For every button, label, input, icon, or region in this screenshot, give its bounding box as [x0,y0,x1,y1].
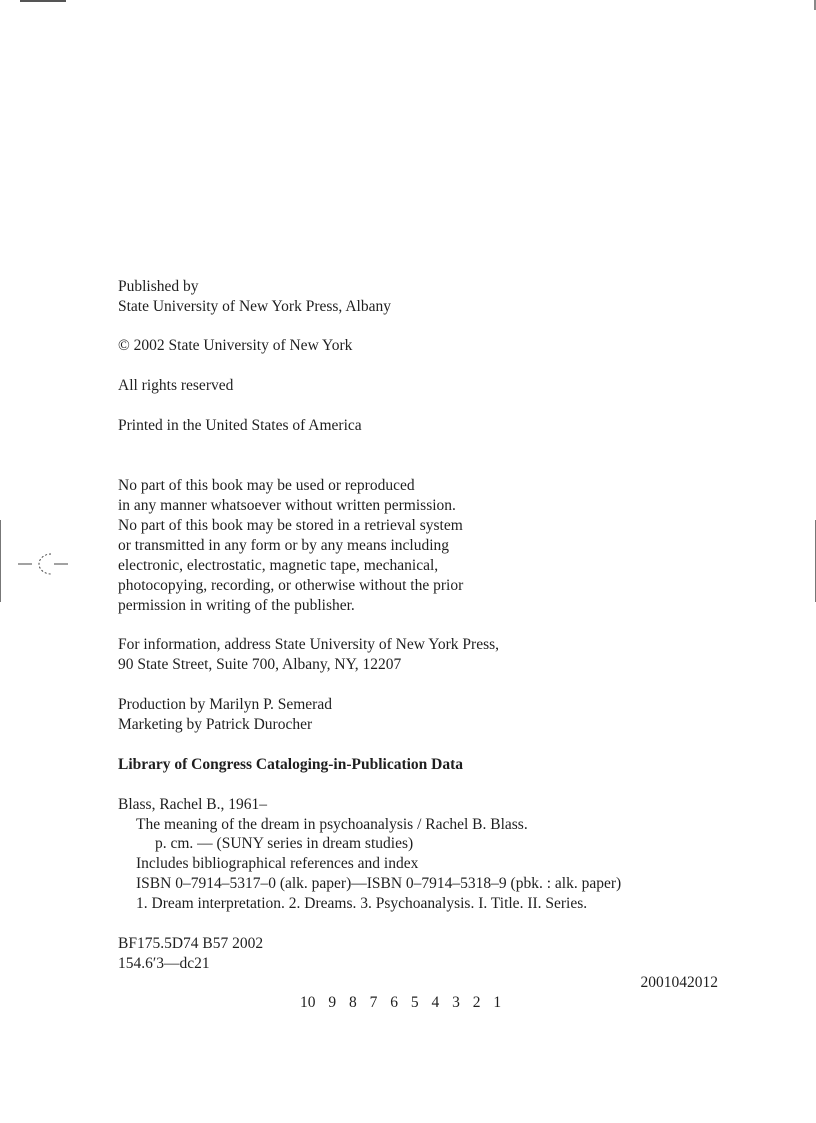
permission-line: No part of this book may be used or reproduced [118,477,415,494]
cip-isbn: ISBN 0–7914–5317–0 (alk. paper)—ISBN 0–7914–5318–9 (pbk. : alk. paper) [136,875,622,892]
cip-subjects: 1. Dream interpretation. 2. Dreams. 3. Psychoanalysis. I. Title. II. Series. [136,895,588,912]
cip-heading: Library of Congress Cataloging-in-Publication Data [118,756,464,773]
information-line: For information, address State University of New York Press, [118,636,500,653]
rights-reserved: All rights reserved [118,377,234,394]
permission-line: electronic, electrostatic, magnetic tape, mechanical, [118,557,439,574]
crop-mark-top [20,0,66,2]
permission-line: permission in writing of the publisher. [118,597,355,614]
permission-line: in any manner whatsoever without written permission. [118,497,456,514]
permission-line: No part of this book may be stored in a retrieval system [118,517,463,534]
permission-line: photocopying, recording, or otherwise without the prior [118,577,464,594]
copyright-notice: © 2002 State University of New York [118,337,353,354]
cip-lccn: 2001042012 [640,974,718,991]
production-credit: Production by Marilyn P. Semerad [118,696,332,713]
printed-in: Printed in the United States of America [118,417,362,434]
registration-mark-icon [18,549,68,579]
published-by: Published by [118,278,199,295]
cip-includes: Includes bibliographical references and index [136,855,419,872]
print-line: 10 9 8 7 6 5 4 3 2 1 [300,994,502,1011]
press-name: State University of New York Press, Albany [118,298,391,315]
cip-author: Blass, Rachel B., 1961– [118,796,267,813]
cip-dewey: 154.6′3—dc21 [118,955,210,972]
marketing-credit: Marketing by Patrick Durocher [118,716,313,733]
cip-classification: BF175.5D74 B57 2002 [118,935,264,952]
crop-mark-left [0,520,1,602]
cip-series: p. cm. — (SUNY series in dream studies) [155,835,414,852]
information-line: 90 State Street, Suite 700, Albany, NY, 12207 [118,656,402,673]
permission-line: or transmitted in any form or by any means including [118,537,450,554]
cip-title: The meaning of the dream in psychoanalysis / Rachel B. Blass. [136,816,528,833]
